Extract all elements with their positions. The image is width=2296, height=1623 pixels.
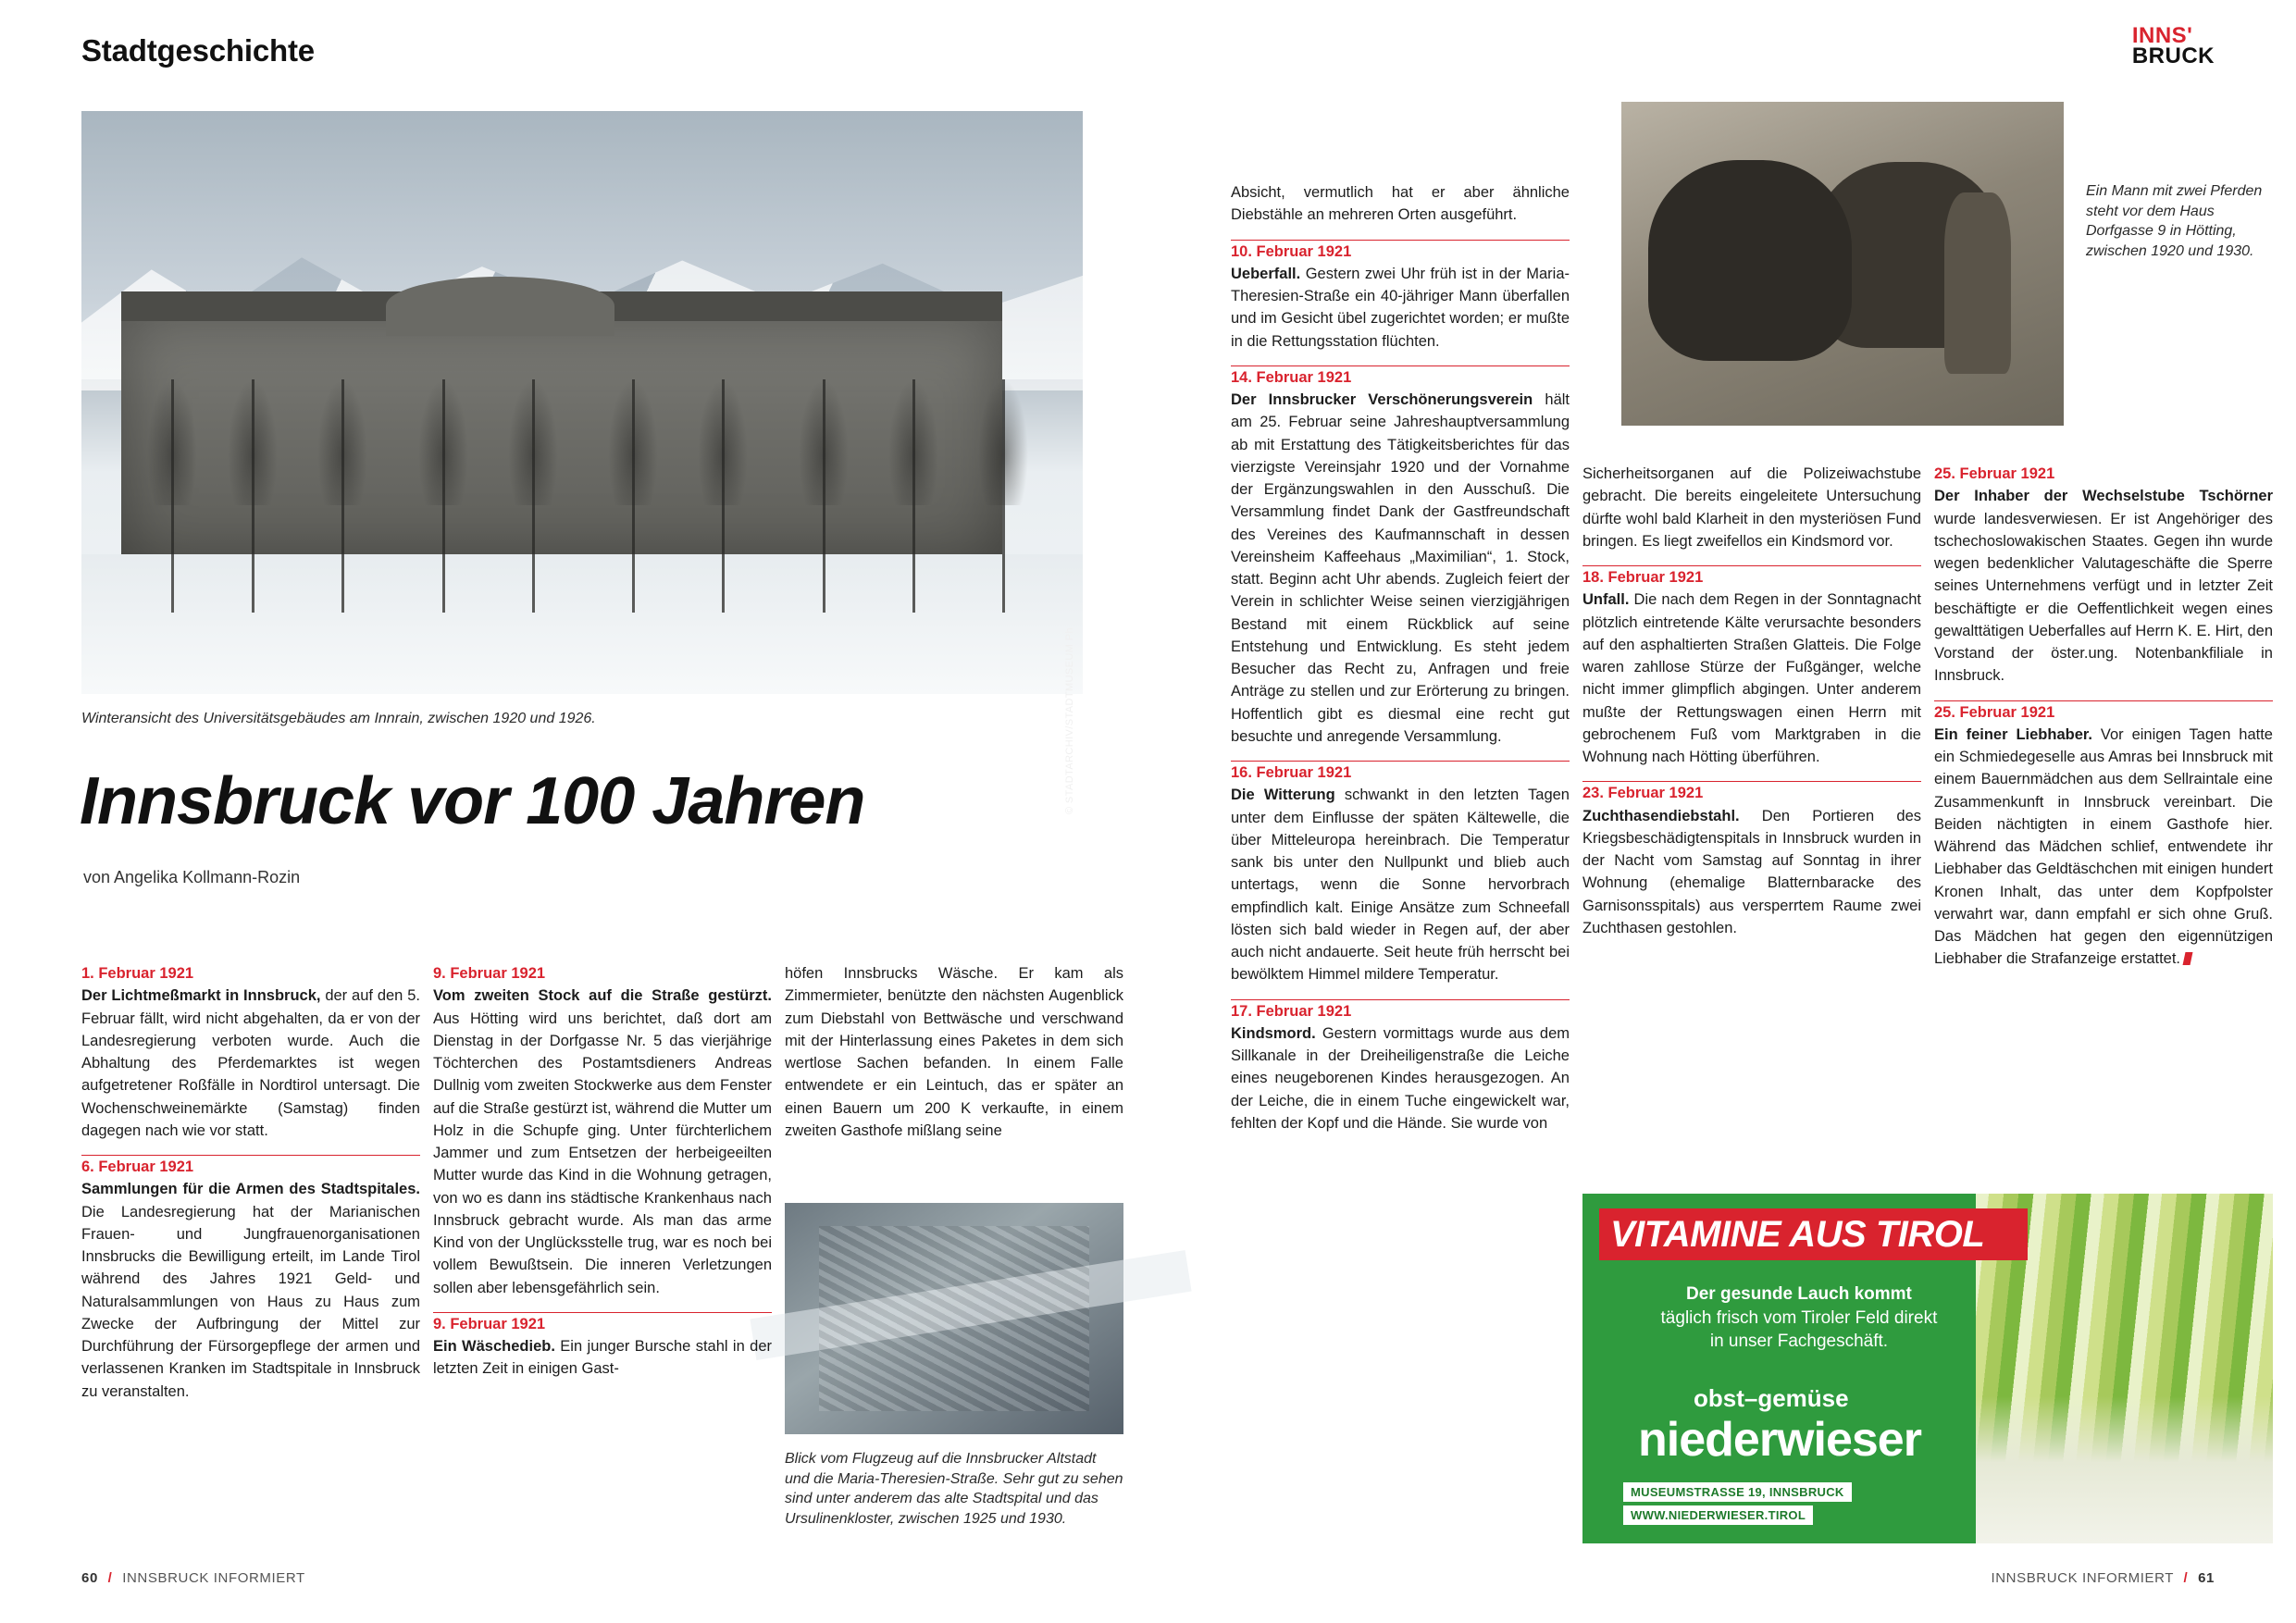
text-column-3: [785, 962, 1123, 1142]
entry-paragraph: Die Witterung schwankt in den letzten Tagen unter dem Einflusse der späten Kältewelle, die über Mitteleuropa hereinbrach. Die Temperatur sank bis unter den Nullpunkt und blieb auch untertags, wenn die Sonne hervorbrach empfindlich kalt. Einige Ansätze zum Schneefall lösten sich bald wieder in Regen auf, der aber auch nicht andauerte. Seit heute früh herrscht bei bewölktem Himmel mildere Temperatur.: [1231, 787, 1570, 984]
entry-date: 16. Februar 1921: [1231, 764, 1352, 781]
entry-date: 17. Februar 1921: [1231, 1002, 1352, 1020]
text-column-4: [1231, 181, 1570, 1134]
entry-lead: Ein Wäschedieb.: [433, 1338, 555, 1355]
entry-paragraph: Ein feiner Liebhaber. Vor einigen Tagen hatte ein Schmiedegeselle aus Amras bei Innsbruck mit einem Bauernmädchen aus dem Sellraintale eine Zusammenkunft in Innsbruck vereinbart. Die Beiden nächtigten in einem Gasthofe hier. Während das Mädchen schlief, entwendete ihr Liebhaber das Geldtäschchen mit einigen hundert Kronen Inhalt, das unter dem Kopfpolster verwahrt war, dann empfahl er sich ohne Gruß. Das Mädchen hat gegen den eigennützigen Liebhaber die Strafanzeige erstattet.: [1934, 725, 2273, 968]
entry-paragraph: Kindsmord. Gestern vormittags wurde aus dem Sillkanale in der Dreiheiligenstraße die Leiche eines neugeborenen Kindes herausgezogen. An der Leiche, die in einem Tuche eingewickelt war, fehlten der Kopf und die Hände. Sie wurde von: [1231, 1024, 1570, 1132]
ad-sub-line-3: in unser Fachgeschäft.: [1709, 1332, 1889, 1352]
hero-trees: [81, 379, 1083, 613]
entry-date: 25. Februar 1921: [1934, 703, 2055, 721]
footer-left: [81, 1570, 305, 1586]
entry-lead: Zuchthasendiebstahl.: [1582, 807, 1740, 824]
entry-paragraph: Ein Wäschedieb. Ein junger Bursche stahl in der letzten Zeit in einigen Gast-: [433, 1338, 772, 1378]
entry-lead: Der Inhaber der Wechselstube Tschörner: [1934, 488, 2273, 505]
footer-text-right: INNSBRUCK INFORMIERT: [1991, 1570, 2174, 1586]
entry-lead: Ueberfall.: [1231, 265, 1301, 282]
entry-date: 9. Februar 1921: [433, 1315, 546, 1332]
entry-paragraph: Unfall. Die nach dem Regen in der Sonntagnacht plötzlich eintretende Kälte verursachte besonders auf den asphaltierten Straßen Glatteis. Die Folge waren zahllose Stürze der Fußgänger, welche nicht immer glimpflich abgingen. Unter anderem mußte der Rettungswagen einen Herrn mit gebrochenem Fuß vom Marktgraben in die Wohnung nach Hötting überführen.: [1582, 591, 1921, 765]
entry-lead: Der Innsbrucker Verschönerungsverein: [1231, 391, 1533, 408]
text-column-1: [81, 962, 420, 1403]
ad-subtitle: [1620, 1282, 1979, 1354]
ad-address: MUSEUMSTRASSE 19, INNSBRUCK: [1623, 1482, 1852, 1502]
entry-date: 1. Februar 1921: [81, 965, 194, 982]
entry-lead: Die Witterung: [1231, 787, 1335, 804]
photo-aerial-oldtown: [785, 1203, 1123, 1434]
entry-date: 9. Februar 1921: [433, 965, 546, 982]
hero-photo-caption: Winteransicht des Universitätsgebäudes am Innrain, zwischen 1920 und 1926.: [81, 711, 596, 726]
aerial-photo-caption: Blick vom Flugzeug auf die Innsbrucker Altstadt und die Maria-Theresien-Straße. Sehr gut zu sehen sind unter anderem das alte Stadtspital und das Ursulinenkloster, zwischen 1925 und 1930.: [785, 1451, 1123, 1527]
entry-paragraph: Der Lichtmeßmarkt in Innsbruck, der auf den 5. Februar fällt, wird nicht abgehalten, da er von der Landesregierung verboten wurde. Auch die Abhaltung des Pferdemarktes ist wegen aufgetretener Roßfälle in Nordtirol untersagt. Die Wochenschweinemärkte (Samstag) finden dagegen nach wie vor statt.: [81, 987, 420, 1139]
entry-lead: Ein feiner Liebhaber.: [1934, 725, 2092, 743]
ad-brand-big: niederwieser: [1638, 1413, 1921, 1467]
page-number-left: 60: [81, 1570, 98, 1586]
horses-photo-caption: Ein Mann mit zwei Pferden steht vor dem Haus Dorfgasse 9 in Hötting, zwischen 1920 und 1930.: [2086, 183, 2263, 259]
entry-date: 10. Februar 1921: [1231, 242, 1352, 260]
entry-paragraph: Vom zweiten Stock auf die Straße gestürzt. Aus Hötting wird uns berichtet, daß dort am Dienstag in der Dorfgasse Nr. 5 das vierjährige Töchterchen des Postamtsdieners Andreas Dullnig vom zweiten Stockwerke aus dem Fenster auf die Straße gestürzt ist, während die Mutter um Holz in die Schupfe ging. Unter fürchterlichem Jammer und zum Entsetzen der herbeigeeilten Mutter wurde das Kind in die Wohnung getragen, von wo es dann ins städtische Krankenhaus nach Innsbruck gebracht wurde. Als man das arme Kind von der Unglücksstelle trug, war es noch bei vollem Bewußtsein. Die inneren Verletzungen sollen aber lebensgefährlich sein.: [433, 987, 772, 1296]
footer-slash-right: /: [2183, 1570, 2189, 1586]
entry-paragraph: Zuchthasendiebstahl. Den Portieren des Kriegsbeschädigtenspitals in Innsbruck wurden in der Nacht vom Samstag auf Sonntag in ihrer Wohnung (ehemalige Blatternbaracke des Garnisonsspitals) aus versperrtem Raume zwei Zuchthasen gestohlen.: [1582, 807, 1921, 936]
ad-website[interactable]: WWW.NIEDERWIESER.TIROL: [1623, 1505, 1813, 1525]
entry-lead: Der Lichtmeßmarkt in Innsbruck,: [81, 987, 321, 1005]
entry-lead: Sammlungen für die Armen des Stadtspitales.: [81, 1181, 420, 1198]
logo-line-1: INNS': [2131, 23, 2193, 48]
page-number-right: 61: [2198, 1570, 2215, 1586]
entry-lead: Unfall.: [1582, 591, 1630, 609]
entry-date: 23. Februar 1921: [1582, 785, 1704, 802]
ad-contact: [1623, 1482, 2024, 1529]
entry-date: 6. Februar 1921: [81, 1158, 194, 1175]
entry-lead: Vom zweiten Stock auf die Straße gestürzt.: [433, 987, 772, 1005]
entry-paragraph: Der Inhaber der Wechselstube Tschörner wurde landesverwiesen. Er ist Angehöriger des tschechoslowakischen Staates. Gegen ihn wurde wegen bedenklicher Valutageschäfte die Sperre seines Unternehmens verfügt und in letzter Zeit beschäftigte er die Oeffentlichkeit wegen eines gewalttätigen Ueberfalles auf Herrn K. E. Hirt, den Vorstand der öster.ung. Notenbankfiliale in Innsbruck.: [1934, 488, 2273, 685]
article-byline: von Angelika Kollmann-Rozin: [83, 868, 301, 886]
ad-sub-line-1: Der gesunde Lauch kommt: [1686, 1284, 1912, 1304]
entry-paragraph: Absicht, vermutlich hat er aber ähnliche Diebstähle an mehreren Orten ausgeführt.: [1231, 184, 1570, 224]
page-title: Stadtgeschichte: [81, 33, 315, 68]
text-column-5: [1582, 463, 1921, 939]
innsbruck-logo: [2131, 23, 2215, 69]
entry-paragraph: Sammlungen für die Armen des Stadtspitales. Die Landesregierung hat der Marianischen Frauen- und Jungfrauenorganisationen Innsbrucks die Bewilligung erteilt, im Lande Tirol während des Jahres 1921 Geld- und Naturalsammlungen von Haus zu Haus zum Zwecke der Aufbringung der Mittel zur Durchführung der Fürsorgepflege der armen und verlassenen Kranken im Stadtspitale in Innsbruck zu veranstalten.: [81, 1181, 420, 1400]
entry-date: 25. Februar 1921: [1934, 465, 2055, 482]
footer-text-left: INNSBRUCK INFORMIERT: [122, 1570, 305, 1586]
article-headline: Innsbruck vor 100 Jahren: [80, 764, 865, 838]
text-column-6: [1934, 463, 2273, 971]
ad-brand-small: obst–gemüse: [1694, 1384, 1849, 1412]
entry-paragraph: Sicherheitsorganen auf die Polizeiwachstube gebracht. Die bereits eingeleitete Untersuchung dürfte wohl bald Klarheit in den mysteriösen Fund bringen. Es liegt zweifellos ein Kindsmord vor.: [1582, 465, 1921, 550]
advertisement-niederwieser[interactable]: [1582, 1194, 2273, 1543]
entry-date: 14. Februar 1921: [1231, 368, 1352, 386]
end-mark-icon: [2183, 952, 2193, 965]
logo-line-2: BRUCK: [2131, 43, 2215, 69]
text-column-2: [433, 962, 772, 1381]
ad-sub-line-2: täglich frisch vom Tiroler Feld direkt: [1660, 1307, 1938, 1328]
photo-man-with-horses: [1621, 102, 2064, 426]
entry-date: 18. Februar 1921: [1582, 569, 1704, 586]
entry-paragraph: höfen Innsbrucks Wäsche. Er kam als Zimmermieter, benützte den nächsten Augenblick zum Diebstahl von Bettwäsche und verschwand mit der Hinterlassung eines Paketes in dem sich wertlose Sachen befanden. In einem Falle entwendete er ein Leintuch, das er später an einen Bauern um 200 K verkaufte, in einem zweiten Gasthofe mißlang seine: [785, 965, 1123, 1139]
ad-title: VITAMINE AUS TIROL: [1610, 1214, 1985, 1255]
footer-slash-left: /: [107, 1570, 113, 1586]
entry-paragraph: Ueberfall. Gestern zwei Uhr früh ist in der Maria-Theresien-Straße ein 40-jähriger Mann überfallen und im Gesicht übel zugerichtet worden; er mußte in die Rettungsstation flüchten.: [1231, 265, 1570, 350]
entry-lead: Kindsmord.: [1231, 1024, 1316, 1042]
footer-right: [1991, 1570, 2215, 1586]
photo-credit: © STADTARCHIV/STADTMUSEUM Ph: [1064, 627, 1075, 815]
entry-paragraph: Der Innsbrucker Verschönerungsverein hält am 25. Februar seine Jahreshauptversammlung ab mit Erstattung des Tätigkeitsberichtes für das vierzigste Vereinsjahr 1920 und der Vornahme der Ergänzungswahlen in den Ausschuß. Die Versammlung findet Dank der Gastfreundschaft des Vereines des Kaufmannschaft in dessen Vereinsheim Kaffeehaus „Maximilian“, 1. Stock, statt. Beginn acht Uhr abends. Zugleich feiert der Verein in schlichter Weise seinen vierzigjährigen Bestand mit einem Rückblick auf seine Entstehung und Entwicklung. Es steht jedem Besucher das Recht zu, Anfragen und freie Anträge zu stellen und zur Erörterung zu bringen. Hoffentlich gibt es diesmal eine recht gut besuchte und anregende Versammlung.: [1231, 391, 1570, 745]
